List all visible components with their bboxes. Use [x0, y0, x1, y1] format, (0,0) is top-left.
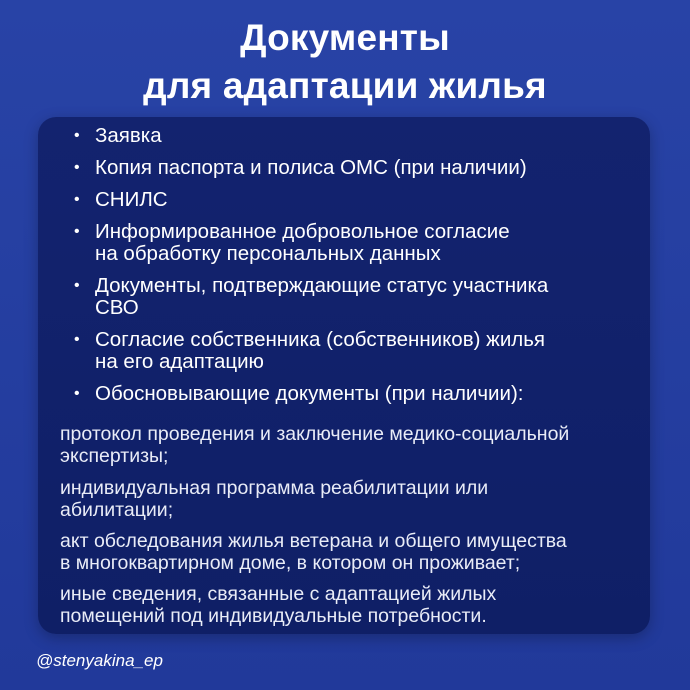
sub-item — [60, 583, 644, 627]
title-line-2: для адаптации жилья — [143, 65, 547, 106]
list-item — [74, 125, 644, 147]
list-item-text: Копия паспорта и полиса ОМС (при наличии) — [95, 156, 527, 179]
sub-item-text-continued: помещений под индивидуальные потребности. — [60, 605, 487, 627]
bullet-icon: • — [74, 385, 80, 402]
title-line-1: Документы — [240, 17, 450, 58]
bullet-icon: • — [74, 277, 80, 294]
bullet-icon: • — [74, 127, 80, 144]
list-item-text: Информированное добровольное согласие — [95, 220, 510, 243]
documents-list — [74, 125, 644, 415]
sub-item-text-continued: в многоквартирном доме, в котором он проживает; — [60, 552, 521, 574]
list-item-text-continued: СВО — [95, 296, 139, 319]
list-item-text: СНИЛС — [95, 188, 168, 211]
list-item — [74, 329, 644, 373]
page-title — [0, 14, 690, 110]
sub-item-text-continued: абилитации; — [60, 499, 174, 521]
sub-item-text: иные сведения, связанные с адаптацией жилых — [60, 583, 497, 605]
bullet-icon: • — [74, 331, 80, 348]
bullet-icon: • — [74, 223, 80, 240]
sub-item-text: акт обследования жилья ветерана и общего имущества — [60, 530, 567, 552]
sub-item-text: индивидуальная программа реабилитации или — [60, 477, 489, 499]
sub-item — [60, 530, 644, 574]
list-item — [74, 221, 644, 265]
list-item-text: Документы, подтверждающие статус участника — [95, 274, 549, 297]
list-item-text-continued: на обработку персональных данных — [95, 242, 441, 265]
list-item — [74, 275, 644, 319]
list-item — [74, 189, 644, 211]
social-handle: @stenyakina_ep — [36, 651, 163, 670]
bullet-icon: • — [74, 191, 80, 208]
bullet-icon: • — [74, 159, 80, 176]
list-item-text: Обосновывающие документы (при наличии): — [95, 382, 524, 405]
documents-card — [38, 117, 650, 634]
sub-item-text: протокол проведения и заключение медико-социальной — [60, 423, 570, 445]
sub-item — [60, 477, 644, 521]
list-item — [74, 157, 644, 179]
list-item-text: Заявка — [95, 124, 162, 147]
list-item-text: Согласие собственника (собственников) жилья — [95, 328, 546, 351]
sub-item — [60, 423, 644, 467]
list-item-text-continued: на его адаптацию — [95, 350, 264, 373]
sub-item-text-continued: экспертизы; — [60, 445, 169, 467]
list-item — [74, 383, 644, 405]
